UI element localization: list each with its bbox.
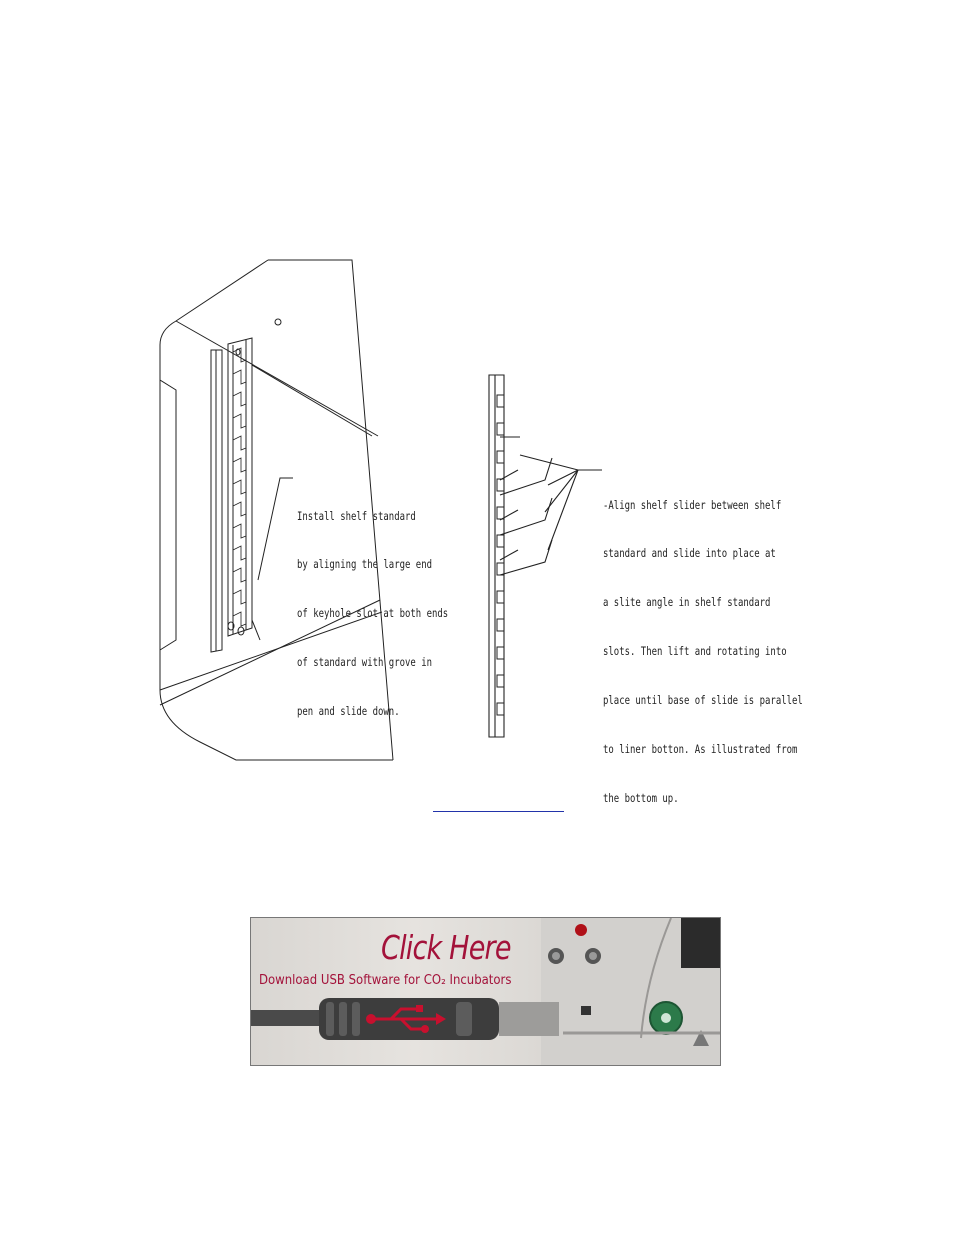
standard-slot: [233, 568, 246, 582]
side-view-shelf-standard: [489, 375, 495, 737]
callout-line: place until base of slide is parallel: [603, 693, 803, 708]
callout-line: Install shelf standard: [297, 508, 416, 523]
standard-slot: [233, 546, 246, 560]
standard-slot: [233, 414, 246, 428]
standard-slot: [497, 395, 504, 407]
callout-line: -Align shelf slider between shelf: [603, 497, 782, 512]
standard-slot: [497, 507, 504, 519]
standard-slot: [233, 392, 246, 406]
standard-slot: [233, 612, 246, 626]
hyperlink-underline[interactable]: [433, 811, 564, 812]
standard-slot: [233, 590, 246, 604]
callout-line: to liner botton. As illustrated from: [603, 742, 798, 757]
standard-slot: [233, 458, 246, 472]
standard-slot: [233, 370, 246, 384]
wall-shelf-standard: [228, 338, 252, 636]
callout-line: a slite angle in shelf standard: [603, 595, 771, 610]
standard-slot: [233, 436, 246, 450]
callout-line: the bottom up.: [603, 790, 679, 805]
standard-slot: [497, 675, 504, 687]
standard-slot: [233, 524, 246, 538]
callout-line: by aligning the large end: [297, 557, 433, 572]
standard-slot: [497, 479, 504, 491]
callout-line: slots. Then lift and rotating into: [603, 644, 787, 659]
banner-subtitle[interactable]: Download USB Software for CO₂ Incubators: [259, 973, 512, 988]
standard-slot: [497, 563, 504, 575]
callout-line: of keyhole slot at both ends: [297, 606, 449, 621]
align-slider-callout: [603, 464, 803, 839]
callout-line: standard and slide into place at: [603, 546, 776, 561]
standard-slot: [233, 480, 246, 494]
standard-slot: [497, 423, 504, 435]
standard-slot: [497, 451, 504, 463]
standard-slot: [497, 619, 504, 631]
standard-slot: [497, 535, 504, 547]
download-usb-software-banner[interactable]: [250, 917, 721, 1066]
banner-title[interactable]: Click Here: [381, 928, 511, 967]
standard-slot: [497, 703, 504, 715]
standard-slot: [233, 502, 246, 516]
standard-slot: [497, 647, 504, 659]
standard-slot: [497, 591, 504, 603]
install-standard-callout: [297, 475, 448, 752]
callout-line: of standard with grove in: [297, 655, 433, 670]
callout-line: pen and slide down.: [297, 704, 400, 719]
